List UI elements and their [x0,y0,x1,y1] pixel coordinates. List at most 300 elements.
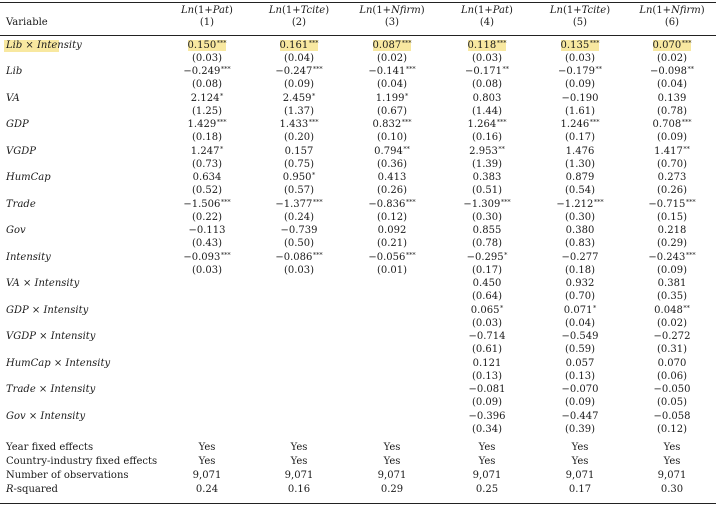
coefficient-value: 1.433*** [279,118,319,130]
footer-value: 9,071 [565,470,595,481]
standard-error: (0.16) [471,132,503,143]
standard-error: (0.70) [564,291,596,302]
significance-stars: *** [500,197,511,206]
standard-error: (0.36) [376,158,408,170]
dependent-variable-label: Ln(1+Pat) [181,5,233,16]
coefficient-value: −0.113 [188,225,226,236]
column-header-3 [342,5,442,29]
coefficient [157,146,257,158]
significance-stars: *** [401,38,412,47]
standard-error: (0.02) [376,52,408,64]
coefficient [157,93,257,105]
coefficient [622,331,716,343]
footer-value: 0.16 [287,484,311,495]
coefficient-value: 0.121 [472,357,502,369]
standard-error: (0.17) [564,132,596,143]
variable-header: Variable [6,17,48,28]
significance-stars: *** [401,118,412,126]
coefficient [622,305,716,317]
coefficient-value: −0.247*** [275,65,323,77]
coefficient-value: 0.413 [377,172,407,183]
coefficient-value: 0.139 [657,92,687,104]
coefficient [249,119,349,131]
coefficient-value: 0.057 [565,357,595,369]
standard-error: (0.12) [656,423,688,435]
significance-stars: *** [405,197,416,206]
standard-error: (0.03) [283,264,315,276]
coefficient-value: 0.070*** [652,38,692,51]
coefficient-value: −0.836*** [368,197,416,210]
significance-stars: *** [312,65,323,73]
coefficient [157,40,257,52]
coefficient [342,66,442,78]
significance-stars: *** [220,250,231,259]
coefficient [437,252,537,264]
coefficient [437,225,537,237]
coefficient [530,146,630,158]
coefficient [342,146,442,158]
standard-error: (0.20) [283,132,315,143]
coefficient-value: 0.273 [657,172,687,183]
coefficient-value: 1.429*** [187,118,227,130]
coefficient [530,172,630,184]
coefficient-value: 1.246*** [560,118,600,130]
coefficient [437,411,537,423]
coefficient-value: 0.803 [472,92,502,104]
coefficient [530,305,630,317]
row-label: Intensity [6,251,51,263]
standard-error: (0.09) [564,79,596,90]
standard-error: (0.83) [564,238,596,249]
row-label: VGDP × Intensity [6,331,96,342]
standard-error: (0.13) [471,370,503,382]
coefficient-value: 0.380 [565,225,595,236]
standard-error: (0.78) [471,238,503,249]
footer-value: 9,071 [472,470,502,481]
coefficient [157,66,257,78]
coefficient [530,278,630,290]
coefficient [622,252,716,264]
standard-error: (0.52) [191,185,223,196]
coefficient [437,66,537,78]
column-number: (6) [664,17,680,28]
footer-value: 0.24 [195,484,219,495]
standard-error: (0.10) [376,132,408,143]
coefficient-value: 0.135*** [560,38,600,51]
significance-stars: *** [681,118,692,126]
coefficient [622,411,716,423]
standard-error: (1.39) [471,158,503,170]
significance-stars: *** [220,197,231,206]
significance-stars: *** [312,250,323,259]
coefficient [530,93,630,105]
coefficient-value: 2.124* [190,91,224,104]
coefficient [342,40,442,52]
significance-stars: *** [308,38,319,47]
coefficient [622,93,716,105]
standard-error: (0.03) [564,52,596,64]
standard-error: (0.21) [376,238,408,249]
coefficient [249,40,349,52]
coefficient [437,40,537,52]
coefficient-value: 0.708*** [652,118,692,130]
top-rule [0,2,716,3]
footer-value: Yes [198,442,216,453]
significance-stars: *** [220,65,231,73]
coefficient [437,305,537,317]
significance-stars: *** [589,118,600,126]
coefficient-value: 0.794** [374,144,410,157]
coefficient-value: −0.141*** [368,65,416,77]
standard-error: (0.08) [191,79,223,90]
standard-error: (0.75) [283,158,315,170]
footer-label: R-squared [6,484,58,495]
footer-value: Yes [383,456,401,467]
coefficient-value: 0.157 [284,145,314,157]
coefficient [249,146,349,158]
footer-value: Yes [383,442,401,453]
significance-stars: *** [496,38,507,47]
dependent-variable-label: Ln(1+Nfirm) [359,5,425,16]
coefficient [437,278,537,290]
coefficient-value: −0.056*** [368,250,416,263]
coefficient-value: 1.476 [565,145,595,157]
footer-value: 0.30 [660,484,684,495]
column-header-5 [530,5,630,29]
coefficient [249,172,349,184]
coefficient-value: −0.171** [464,65,509,77]
coefficient [530,40,630,52]
coefficient [530,411,630,423]
coefficient [249,66,349,78]
row-label: Lib × Intensity [6,39,82,51]
header-rule [0,35,716,36]
coefficient [622,225,716,237]
significance-stars: ** [595,65,602,73]
footer-value: Yes [478,456,496,467]
coefficient-value: −0.715*** [648,197,696,210]
coefficient [437,358,537,370]
coefficient [342,93,442,105]
column-header-2 [249,5,349,29]
coefficient [530,384,630,396]
coefficient [622,278,716,290]
significance-stars: *** [685,250,696,259]
standard-error: (0.03) [191,52,223,64]
coefficient-value: 0.048** [654,303,690,316]
footer-value: Yes [290,456,308,467]
significance-stars: ** [502,65,509,73]
significance-stars: ** [687,65,694,73]
standard-error: (0.22) [191,211,223,223]
coefficient [530,225,630,237]
footer-label: Year fixed effects [6,442,94,453]
coefficient-value: −1.309*** [463,197,511,210]
row-label: Gov × Intensity [6,410,86,422]
significance-stars: * [499,303,504,312]
column-number: (4) [479,17,495,28]
footer-value: 0.29 [380,484,404,495]
coefficient-value: 1.417** [654,144,690,157]
standard-error: (0.54) [564,185,596,196]
coefficient [157,199,257,211]
coefficient-value: −0.070 [561,384,599,395]
standard-error: (0.39) [564,423,596,435]
row-label: GDP [6,119,29,130]
coefficient-value: −0.447 [561,410,599,422]
standard-error: (0.31) [656,344,688,355]
coefficient-value: 0.879 [565,172,595,183]
dependent-variable-label: Ln(1+Pat) [461,5,513,16]
coefficient [622,384,716,396]
significance-stars: * [219,91,224,100]
coefficient [157,252,257,264]
row-label: Trade [6,198,36,210]
row-label: Trade × Intensity [6,384,96,395]
coefficient-value: −0.277 [561,251,599,263]
standard-error: (0.03) [471,52,503,64]
coefficient-value: −0.549 [561,331,599,342]
footer-value: 9,071 [192,470,222,481]
coefficient [530,252,630,264]
standard-error: (0.64) [471,291,503,302]
coefficient [437,172,537,184]
standard-error: (0.78) [656,105,688,117]
coefficient [342,172,442,184]
coefficient-value: 0.932 [565,278,595,289]
standard-error: (0.05) [656,397,688,408]
coefficient-value: 0.071* [563,303,597,316]
row-label: VA × Intensity [6,278,80,289]
coefficient [437,146,537,158]
standard-error: (0.03) [471,317,503,329]
row-label: GDP × Intensity [6,304,89,316]
standard-error: (0.04) [656,79,688,90]
standard-error: (0.35) [656,291,688,302]
standard-error: (0.06) [656,370,688,382]
coefficient [622,172,716,184]
coefficient-value: −0.050 [653,384,691,395]
coefficient [437,119,537,131]
significance-stars: *** [685,197,696,206]
significance-stars: * [592,303,597,312]
coefficient [342,225,442,237]
coefficient-value: 1.199* [375,91,409,104]
significance-stars: * [311,91,316,100]
standard-error: (0.26) [656,185,688,196]
standard-error: (0.03) [191,264,223,276]
coefficient-value: −0.081 [468,384,506,395]
coefficient-value: 0.118*** [467,38,507,51]
standard-error: (0.30) [471,211,503,223]
coefficient-value: −0.243*** [648,250,696,263]
standard-error: (0.29) [656,238,688,249]
coefficient-value: −0.179** [557,65,602,77]
significance-stars: *** [681,38,692,47]
standard-error: (0.61) [471,344,503,355]
standard-error: (0.09) [656,132,688,143]
coefficient [530,331,630,343]
footer-value: 9,071 [377,470,407,481]
row-label: Gov [6,225,26,236]
coefficient-value: 0.381 [657,278,687,289]
standard-error: (0.04) [283,52,315,64]
footer-value: Yes [663,442,681,453]
row-label: HumCap [6,172,51,183]
coefficient-value: −0.086*** [275,250,323,263]
significance-stars: *** [308,118,319,126]
standard-error: (0.67) [376,105,408,117]
row-label: VGDP [6,145,36,157]
standard-error: (0.02) [656,317,688,329]
coefficient-value: −0.714 [468,331,506,342]
coefficient [342,119,442,131]
coefficient [437,93,537,105]
significance-stars: *** [593,197,604,206]
significance-stars: *** [216,118,227,126]
significance-stars: * [404,91,409,100]
standard-error: (0.70) [656,158,688,170]
standard-error: (0.73) [191,158,223,170]
column-number: (3) [384,17,400,28]
coefficient-value: −0.739 [280,225,318,236]
standard-error: (0.24) [283,211,315,223]
column-number: (1) [199,17,215,28]
coefficient [342,252,442,264]
coefficient [437,384,537,396]
standard-error: (0.01) [376,264,408,276]
coefficient [530,66,630,78]
standard-error: (0.09) [471,397,503,408]
standard-error: (1.25) [191,105,223,117]
significance-stars: *** [496,118,507,126]
standard-error: (0.59) [564,344,596,355]
coefficient-value: −0.249*** [183,65,231,77]
standard-error: (0.04) [376,79,408,90]
footer-label: Number of observations [6,470,129,481]
footer-label: Country-industry fixed effects [6,456,158,467]
footer-value: 0.17 [568,484,592,495]
coefficient-value: 1.264*** [467,118,507,130]
coefficient-value: −0.093*** [183,250,231,263]
column-header-1 [157,5,257,29]
coefficient [437,331,537,343]
standard-error: (0.13) [564,370,596,382]
coefficient-value: 0.150*** [187,38,227,51]
coefficient-value: −0.295* [466,250,508,263]
dependent-variable-label: Ln(1+Nfirm) [639,5,705,16]
significance-stars: *** [405,250,416,259]
coefficient [622,358,716,370]
standard-error: (0.51) [471,185,503,196]
coefficient [622,66,716,78]
significance-stars: * [311,171,316,179]
standard-error: (0.15) [656,211,688,223]
coefficient-value: −0.272 [653,331,691,342]
coefficient-value: 0.383 [472,172,502,183]
coefficient-value: 0.218 [657,225,687,236]
footer-value: Yes [571,442,589,453]
bottom-rule [0,503,716,504]
coefficient-value: −0.190 [561,92,599,104]
standard-error: (0.08) [471,79,503,90]
footer-value: Yes [198,456,216,467]
coefficient [622,119,716,131]
coefficient [249,199,349,211]
coefficient-value: 2.953** [469,144,505,157]
standard-error: (0.30) [564,211,596,223]
dependent-variable-label: Ln(1+Tcite) [268,5,330,16]
column-header-6 [622,5,716,29]
footer-value: 9,071 [657,470,687,481]
standard-error: (0.04) [564,317,596,329]
standard-error: (0.50) [283,238,315,249]
standard-error: (0.09) [564,397,596,408]
significance-stars: * [219,144,224,153]
significance-stars: ** [403,144,410,153]
row-label: VA [6,92,20,104]
coefficient [622,199,716,211]
significance-stars: * [504,250,508,259]
coefficient-value: 0.855 [472,225,502,236]
standard-error: (0.34) [471,423,503,435]
standard-error: (1.37) [283,105,315,117]
column-number: (2) [291,17,307,28]
footer-value: Yes [478,442,496,453]
coefficient [437,199,537,211]
coefficient [249,225,349,237]
footer-value: 9,071 [284,470,314,481]
standard-error: (0.57) [283,185,315,196]
coefficient-value: −1.377*** [275,197,323,210]
standard-error: (0.43) [191,238,223,249]
column-number: (5) [572,17,588,28]
dependent-variable-label: Ln(1+Tcite) [549,5,611,16]
standard-error: (1.44) [471,105,503,117]
coefficient-value: 0.070 [657,357,687,369]
coefficient-value: 0.634 [192,172,222,183]
coefficient-value: 0.450 [472,278,502,289]
standard-error: (0.02) [656,52,688,64]
row-label: HumCap × Intensity [6,357,111,369]
coefficient-value: −1.506*** [183,197,231,210]
footer-value: Yes [663,456,681,467]
footer-value: 0.25 [475,484,499,495]
coefficient [530,358,630,370]
standard-error: (1.61) [564,105,596,117]
coefficient-value: −0.058 [653,410,691,422]
standard-error: (0.18) [191,132,223,143]
significance-stars: ** [683,303,690,312]
coefficient [530,199,630,211]
coefficient-value: −0.396 [468,410,506,422]
standard-error: (1.30) [564,158,596,170]
standard-error: (0.12) [376,211,408,223]
significance-stars: ** [498,144,505,153]
standard-error: (0.26) [376,185,408,196]
coefficient [157,225,257,237]
coefficient-value: −0.098** [649,65,694,77]
coefficient [622,146,716,158]
footer-value: Yes [290,442,308,453]
coefficient-value: 0.092 [377,225,407,236]
coefficient-value: 0.950* [282,171,316,183]
standard-error: (0.18) [564,264,596,276]
significance-stars: *** [589,38,600,47]
coefficient [622,40,716,52]
row-label: Lib [6,66,23,77]
coefficient-value: 1.247* [190,144,224,157]
